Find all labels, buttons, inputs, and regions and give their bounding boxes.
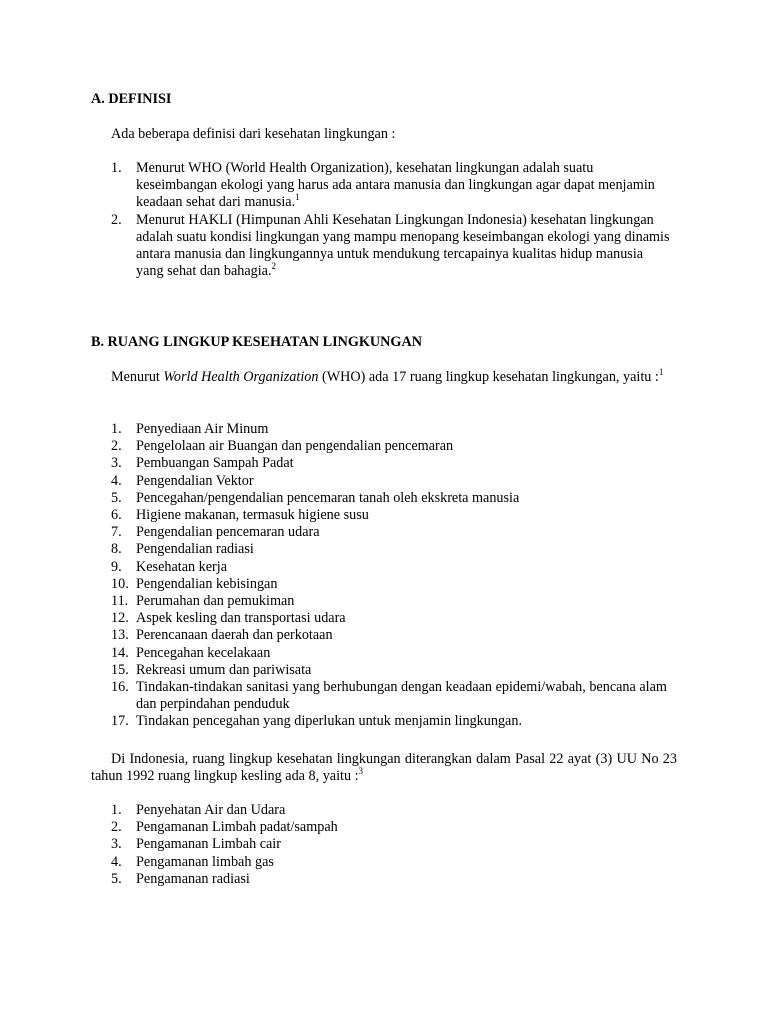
list-item [111,854,671,871]
list-item [111,871,671,888]
list-number: 2. [111,438,122,455]
list-text: Pengamanan Limbah padat/sampah [136,819,338,836]
list-number: 16. [111,679,129,696]
list-number: 8. [111,541,122,558]
list-item [111,576,681,593]
section-a-intro: Ada beberapa definisi dari kesehatan lingkungan : [111,126,396,142]
list-text: Higiene makanan, termasuk higiene susu [136,507,369,524]
list-item [111,524,681,541]
list-item [111,662,681,679]
list-item [111,160,671,212]
list-number: 12. [111,610,129,627]
list-item [111,421,681,438]
who-intro-paragraph [91,369,677,386]
list-number: 5. [111,489,122,506]
list-number: 7. [111,524,122,541]
list-text: Pengamanan Limbah cair [136,836,281,853]
list-number: 1. [111,421,122,437]
list-text: Pengendalian kebisingan [136,575,278,592]
list-text: Pengamanan radiasi [136,870,250,887]
list-number: 4. [111,472,122,489]
list-number: 2. [111,211,122,228]
list-number: 6. [111,507,122,524]
list-text: Menurut HAKLI (Himpunan Ahli Kesehatan Lingkungan Indonesia) kesehatan lingkungan adalah suatu kondisi lingkungan yang mampu menopang keseimbangan ekologi yang dinamis antara manusia dan lingkungannya untuk mendukung tercapainya kualitas hidup manusia yang sehat dan bahagia. [136,211,670,280]
list-number: 11. [111,593,129,610]
list-number: 9. [111,558,122,575]
list-item [111,473,681,490]
footnote-ref: 1 [295,192,300,203]
list-number: 17. [111,713,129,730]
list-text: Pengendalian radiasi [136,541,254,558]
list-number: 4. [111,853,122,870]
list-number: 1. [111,802,122,818]
list-item [111,490,681,507]
list-text: Perumahan dan pemukiman [136,593,295,610]
list-text: Penyehatan Air dan Udara [136,802,286,818]
who-scope-list [111,421,681,731]
list-item [111,836,671,853]
list-item [111,610,681,627]
list-number: 15. [111,661,129,678]
list-number: 5. [111,870,122,887]
indonesia-intro-paragraph [91,751,677,785]
list-text: Pencegahan kecelakaan [136,644,271,661]
list-text: Pengamanan limbah gas [136,853,274,870]
list-number: 10. [111,575,129,592]
list-text: Menurut WHO (World Health Organization), kesehatan lingkungan adalah suatu keseimbangan ekologi yang harus ada antara manusia dan lingkungan agar dapat menjamin keadaan sehat dari manusia. [136,160,655,211]
list-number: 3. [111,836,122,853]
list-text: Pengendalian Vektor [136,472,254,489]
intro-italic: World Health Organization [163,369,319,385]
intro-text: (WHO) ada 17 ruang lingkup kesehatan lingkungan, yaitu : [318,369,659,385]
list-item [111,679,681,713]
list-item [111,455,681,472]
indonesia-scope-list [111,802,671,888]
section-b-heading: B. RUANG LINGKUP KESEHATAN LINGKUNGAN [91,334,422,350]
intro-text: Di Indonesia, ruang lingkup kesehatan lingkungan diterangkan dalam Pasal 22 ayat (3) UU No 23 tahun 1992 ruang lingkup kesling ada 8, yaitu : [91,751,677,785]
list-number: 2. [111,819,122,836]
list-number: 3. [111,455,122,472]
list-text: Tindakan pencegahan yang diperlukan untuk menjamin lingkungan. [136,713,522,730]
definition-list [111,160,671,280]
section-a-heading: A. DEFINISI [91,91,172,107]
list-text: Pembuangan Sampah Padat [136,455,294,472]
list-text: Tindakan-tindakan sanitasi yang berhubungan dengan keadaan epidemi/wabah, bencana alam dan perpindahan penduduk [136,679,667,713]
list-text: Kesehatan kerja [136,558,227,575]
list-item [111,541,681,558]
list-text: Pencegahan/pengendalian pencemaran tanah oleh ekskreta manusia [136,489,520,506]
list-item [111,627,681,644]
list-text: Pengelolaan air Buangan dan pengendalian pencemaran [136,438,454,455]
list-text: Penyediaan Air Minum [136,421,269,437]
list-item [111,212,671,281]
list-text: Aspek kesling dan transportasi udara [136,610,346,627]
list-number: 1. [111,160,122,176]
list-item [111,713,681,730]
list-item [111,819,671,836]
list-item [111,802,671,819]
list-item [111,559,681,576]
list-number: 13. [111,627,129,644]
intro-text: Menurut [111,369,164,385]
list-text: Perencanaan daerah dan perkotaan [136,627,333,644]
list-item [111,645,681,662]
list-number: 14. [111,644,129,661]
footnote-ref: 1 [658,367,664,377]
list-text: Rekreasi umum dan pariwisata [136,661,312,678]
list-item [111,438,681,455]
footnote-ref: 2 [271,261,277,272]
list-text: Pengendalian pencemaran udara [136,524,320,541]
list-item [111,593,681,610]
footnote-ref: 3 [358,766,364,777]
list-item [111,507,681,524]
